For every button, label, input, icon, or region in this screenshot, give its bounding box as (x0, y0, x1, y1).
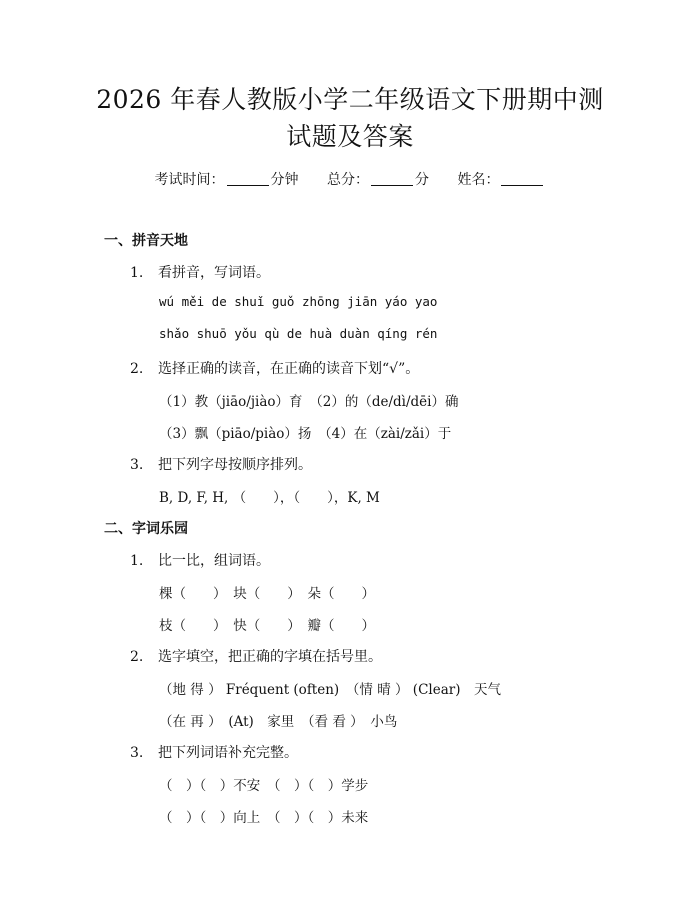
exam-time-field (155, 172, 299, 188)
question-text: 选择正确的读音，在正确的读音下划“√”。 (158, 361, 420, 377)
exam-time-blank (227, 171, 269, 186)
answer-line: B, D, F, H, （ ），（ ），K, M (159, 490, 380, 506)
document-title-line1: 2026 年春人教版小学二年级语文下册期中测 (96, 85, 604, 114)
answer-line: （ ）（ ）向上 （ ）（ ）未来 (159, 810, 369, 826)
question-text: 把下列字母按顺序排列。 (158, 457, 312, 473)
question (130, 358, 419, 378)
question (130, 550, 270, 570)
answer-line: 棵（ ） 块（ ） 朵（ ） (159, 586, 375, 602)
answer-line: （ ）（ ）不安 （ ）（ ）学步 (159, 778, 369, 794)
question (130, 454, 312, 474)
answer-line: （地 得 ） Fréquent (often) （情 晴 ） (Clear) 天气 (159, 682, 501, 698)
question-number: 3. (130, 745, 144, 761)
total-score-unit: 分 (415, 172, 429, 188)
answer-line: （3）飘（piāo/piào）扬 （4）在（zài/zǎi）于 (159, 426, 452, 442)
question-text: 比一比，组词语。 (158, 553, 270, 569)
question (130, 646, 382, 666)
question (130, 262, 270, 282)
total-score-label: 总分： (327, 172, 369, 188)
total-score-blank (371, 171, 413, 186)
exam-time-label: 考试时间： (154, 172, 225, 188)
document-title-line2: 试题及答案 (286, 122, 414, 151)
pinyin-line: wú měi de shuǐ guǒ zhōng jiān yáo yao (159, 294, 438, 309)
student-name-blank (501, 171, 543, 186)
section-heading: 二、字词乐园 (104, 521, 188, 537)
pinyin-line: shǎo shuō yǒu qù de huà duàn qíng rén (159, 326, 438, 341)
exam-info-row (0, 169, 700, 189)
question-number: 1. (130, 265, 144, 281)
section-heading: 一、拼音天地 (104, 233, 188, 249)
question-number: 2. (130, 361, 144, 377)
exam-time-unit: 分钟 (270, 172, 299, 188)
question-number: 3. (130, 457, 144, 473)
question-number: 2. (130, 649, 144, 665)
question-text: 把下列词语补充完整。 (158, 745, 298, 761)
student-name-label: 姓名： (457, 172, 500, 188)
question (130, 742, 298, 762)
answer-line: （1）教（jiāo/jiào）育 （2）的（de/dì/dēi）确 (159, 394, 459, 410)
answer-line: （在 再 ） (At) 家里 （看 看 ） 小鸟 (159, 714, 398, 730)
question-text: 选字填空，把正确的字填在括号里。 (158, 649, 382, 665)
question-text: 看拼音，写词语。 (158, 265, 270, 281)
question-number: 1. (130, 553, 144, 569)
answer-line: 枝（ ） 快（ ） 瓣（ ） (159, 618, 375, 634)
total-score-field (327, 172, 429, 188)
student-name-field (457, 172, 545, 188)
